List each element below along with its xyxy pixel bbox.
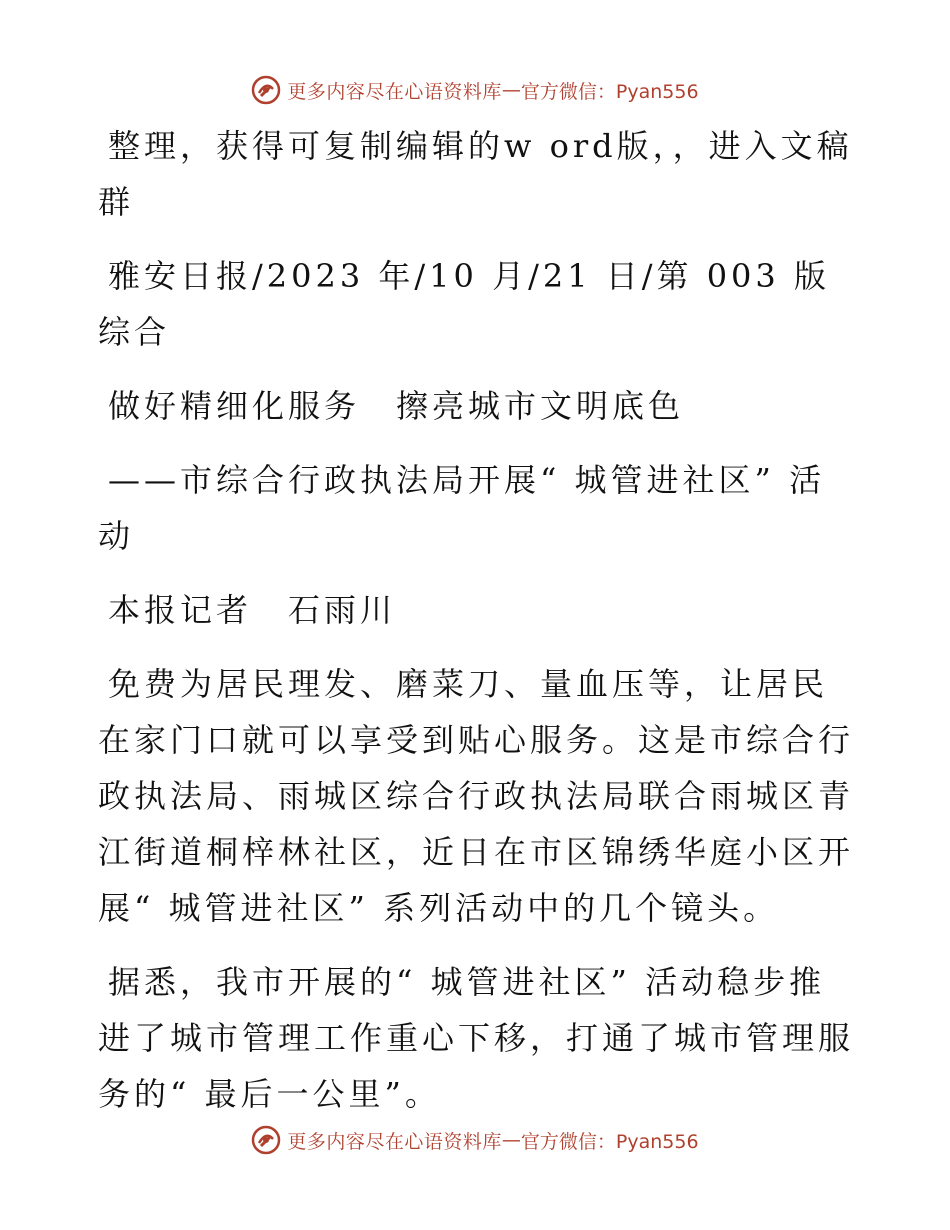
watermark-separator: —	[501, 1129, 521, 1151]
document-body	[98, 118, 858, 1140]
bottom-watermark-banner	[0, 1120, 950, 1160]
body-paragraph-1: 免费为居民理发、磨菜刀、量血压等，让居民在家门口就可以享受到贴心服务。这是市综合行政执法局、雨城区综合行政执法局联合雨城区青江街道桐梓林社区，近日在市区锦绣华庭小区开展“ 城管进社区” 系列活动中的几个镜头。	[98, 665, 855, 927]
body-paragraph-2: 据悉，我市开展的“ 城管进社区” 活动稳步推进了城市管理工作重心下移，打通了城市管理服务的“ 最后一公里”。	[98, 963, 855, 1113]
tea-pot-logo-icon	[251, 1125, 281, 1155]
watermark-separator: —	[501, 79, 521, 101]
watermark-wechat: 官方微信：Pyan556	[520, 80, 699, 103]
watermark-text: 更多内容尽在心语资料库	[287, 80, 502, 103]
top-watermark-banner	[0, 70, 950, 110]
source-line: 雅安日报/2023 年/10 月/21 日/第 003 版综合	[98, 257, 830, 351]
watermark-wechat: 官方微信：Pyan556	[520, 1130, 699, 1153]
headline: 做好精细化服务 擦亮城市文明底色	[108, 387, 685, 425]
subheadline: ——市综合行政执法局开展“ 城管进社区” 活动	[98, 461, 826, 555]
intro-text: 整理，获得可复制编辑的w ord版，，进入文稿群	[98, 127, 853, 221]
byline: 本报记者 石雨川	[108, 591, 397, 629]
tea-pot-logo-icon	[251, 75, 281, 105]
watermark-text: 更多内容尽在心语资料库	[287, 1130, 502, 1153]
